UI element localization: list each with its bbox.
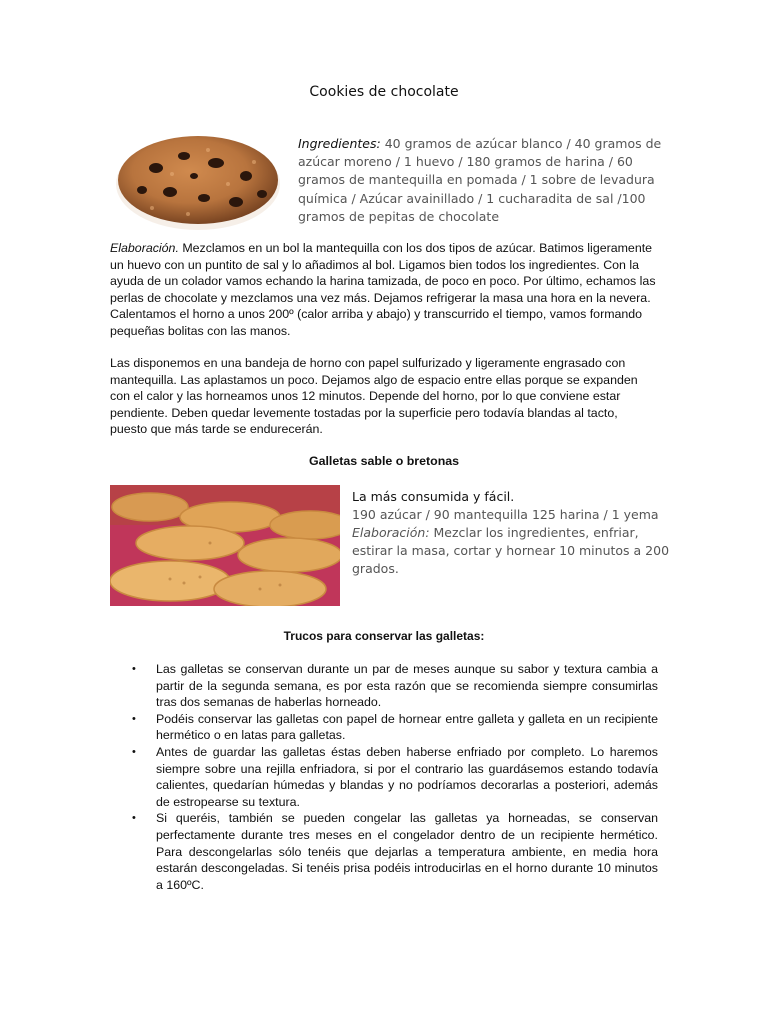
elaboracion-label: Elaboración.: [110, 241, 179, 255]
list-item: [132, 810, 658, 893]
elaboracion-text: Mezclamos en un bol la mantequilla con los dos tipos de azúcar. Batimos ligeramente un huevo con un puntito de sal y lo añadimos al bol. Ligamos bien todos los ingredientes. Con la ayuda de un colador vamos echando la harina tamizada, de poco en poco. Por último, echamos las perlas de chocolate y mezclamos una vez más. Dejamos refrigerar la masa una hora en la nevera. Calentamos el horno a unos 200º (calor arriba y abajo) y transcurrido el tiempo, vamos formando pequeñas bolitas con las manos.: [110, 241, 656, 338]
sable-quantities: 190 azúcar / 90 mantequilla 125 harina / 1 yema: [352, 507, 659, 522]
tips-list: [132, 661, 658, 893]
ingredients-block: [298, 135, 668, 226]
tip-text: Las galletas se conservan durante un par de meses aunque su sabor y textura cambia a partir de la segunda semana, es por esta razón que se recomienda siempre consumirlas tras dos semanas de haberlas horneado.: [156, 662, 658, 710]
page-title: Cookies de chocolate: [309, 84, 459, 100]
sable-title: Galletas sable o bretonas: [308, 454, 460, 468]
tip-text: Si queréis, también se pueden congelar las galletas ya horneadas, se conservan perfectamente durante tres meses en el congelador dentro de un recipiente hermético. Para descongelarlas sólo tenéis que dejarlas a temperatura ambiente, en media hora estarán descongeladas. Si tenéis prisa podéis introducirlas en el horno durante 10 minutos a 160ºC.: [156, 811, 658, 892]
sable-cookies-image: [110, 485, 340, 606]
tip-text: Antes de guardar las galletas éstas deben haberse enfriado por completo. Lo haremos siempre sobre una rejilla enfriadora, si por el contrario las guardásemos estando todavía calientes, quedarían húmedas y blandas y no podríamos decorarlas a posteriori, además de estropearse su textura.: [156, 744, 658, 809]
list-item: [132, 744, 658, 810]
list-item: [132, 661, 658, 711]
chocolate-cookie-image: [112, 128, 284, 234]
bullet-icon: •: [132, 712, 136, 725]
sable-lead: La más consumida y fácil.: [352, 489, 515, 504]
tips-title: Trucos para conservar las galletas:: [283, 629, 485, 643]
sable-elaboracion-text: Mezclar los ingredientes, enfriar, estirar la masa, cortar y hornear 10 minutos a 200 grados.: [352, 525, 670, 576]
sable-description: [352, 488, 672, 578]
baking-paragraph: Las disponemos en una bandeja de horno con papel sulfurizado y ligeramente engrasado con mantequilla. Las aplastamos un poco. Dejamos algo de espacio entre ellas porque se expanden con el calor y las horneamos unos 12 minutos. Depende del horno, por lo que conviene estar pendiente. Deben quedar levemente tostadas por la superficie pero todavía blandas al tacto, puesto que más tarde se endurecerán.: [110, 356, 638, 437]
bullet-icon: •: [132, 745, 136, 758]
bullet-icon: •: [132, 812, 136, 825]
bullet-icon: •: [132, 663, 136, 675]
sable-elaboracion-label: Elaboración:: [352, 525, 430, 540]
ingredients-label: Ingredientes:: [298, 136, 381, 151]
tip-text: Podéis conservar las galletas con papel de hornear entre galleta y galleta en un recipiente hermético o en latas para galletas.: [156, 711, 658, 743]
ingredients-text: 40 gramos de azúcar blanco / 40 gramos de azúcar moreno / 1 huevo / 180 gramos de harina / 60 gramos de mantequilla en pomada / 1 sobre de levadura química / Azúcar avainillado / 1 cucharadita de sal /100 gramos de pepitas de chocolate: [298, 136, 662, 224]
elaboracion-paragraph: [110, 240, 658, 340]
list-item: [132, 711, 658, 744]
